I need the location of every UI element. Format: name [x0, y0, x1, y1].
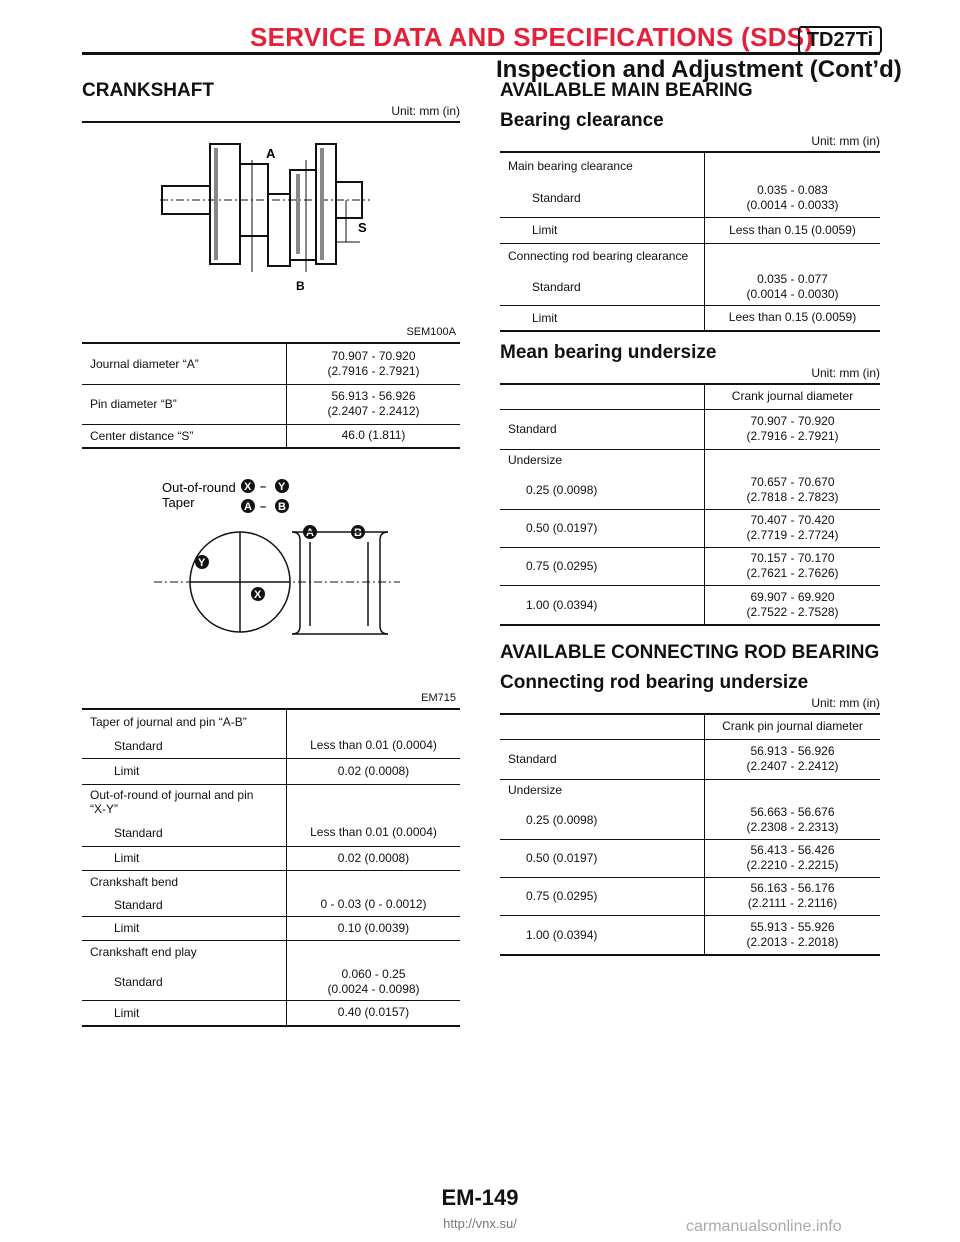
dimensions-table — [82, 344, 460, 449]
label-a: A — [266, 146, 276, 161]
table-row: Taper of journal and pin “A-B” — [82, 710, 460, 734]
table-row: Out-of-round of journal and pin “X-Y” — [82, 784, 460, 820]
table-row: Limit 0.10 (0.0039) — [82, 916, 460, 940]
table-row: Pin diameter “B” 56.913 - 56.926 (2.2407 - 2.2412) — [82, 384, 460, 424]
svg-text:B: B — [354, 527, 362, 539]
table-row: Journal diameter “A” 70.907 - 70.920 (2.7916 - 2.7921) — [82, 344, 460, 384]
table-row: Undersize — [500, 449, 880, 471]
table-row: 0.25 (0.0098) 56.663 - 56.676 (2.2308 - 2.2313) — [500, 801, 880, 839]
svg-text:Y: Y — [278, 481, 286, 493]
footer-link[interactable]: http://vnx.su/ — [443, 1216, 517, 1231]
table-row: 0.25 (0.0098) 70.657 - 70.670 (2.7818 - 2.7823) — [500, 471, 880, 509]
table-row: Center distance “S” 46.0 (1.811) — [82, 424, 460, 448]
out-of-round-figure — [150, 470, 400, 670]
bearing-clearance-unit: Unit: mm (in) — [811, 134, 880, 148]
crankshaft-heading: CRANKSHAFT — [82, 80, 214, 101]
svg-text:–: – — [260, 501, 267, 513]
page-subtitle: Inspection and Adjustment (Cont’d) — [496, 56, 902, 83]
table-row: Connecting rod bearing clearance — [500, 243, 880, 269]
mean-undersize-heading: Mean bearing undersize — [500, 342, 717, 363]
bearing-clearance-heading: Bearing clearance — [500, 110, 664, 131]
table-row: 0.50 (0.0197) 70.407 - 70.420 (2.7719 - 2.7724) — [500, 509, 880, 547]
crankshaft-rule — [82, 121, 460, 123]
table-row: Crank pin journal diameter — [500, 715, 880, 739]
table-row: Crankshaft end play — [82, 940, 460, 964]
table-row: Standard 0 - 0.03 (0 - 0.0012) — [82, 894, 460, 916]
dimension-label: Journal diameter “A” — [82, 344, 287, 384]
svg-text:A: A — [244, 501, 252, 513]
main-bearing-heading: AVAILABLE MAIN BEARING — [500, 80, 753, 101]
table-row: 0.75 (0.0295) 70.157 - 70.170 (2.7621 - 2.7626) — [500, 547, 880, 585]
bearing-clearance-table — [500, 153, 880, 332]
table-row: 1.00 (0.0394) 55.913 - 55.926 (2.2013 - 2.2018) — [500, 915, 880, 955]
svg-text:Taper: Taper — [162, 495, 195, 510]
dimension-label: Center distance “S” — [82, 424, 287, 448]
header-rule — [82, 52, 880, 55]
label-s: S — [358, 220, 367, 235]
rod-undersize-heading: Connecting rod bearing undersize — [500, 672, 809, 693]
model-badge: TD27Ti — [798, 26, 882, 54]
svg-text:Y: Y — [198, 557, 206, 569]
table-row: Limit 0.02 (0.0008) — [82, 758, 460, 784]
table-row: Standard 0.035 - 0.077 (0.0014 - 0.0030) — [500, 269, 880, 305]
svg-text:–: – — [260, 481, 267, 493]
table-row: Standard 70.907 - 70.920 (2.7916 - 2.7921) — [500, 409, 880, 449]
svg-text:B: B — [278, 501, 286, 513]
figure2-caption: EM715 — [421, 692, 456, 704]
svg-text:Out-of-round: Out-of-round — [162, 480, 236, 495]
svg-text:X: X — [244, 481, 252, 493]
rod-bearing-heading: AVAILABLE CONNECTING ROD BEARING — [500, 642, 880, 663]
table-row: Standard Less than 0.01 (0.0004) — [82, 820, 460, 846]
table-row: Limit 0.02 (0.0008) — [82, 846, 460, 870]
table-row: Limit 0.40 (0.0157) — [82, 1000, 460, 1026]
table-row: Limit Less than 0.15 (0.0059) — [500, 217, 880, 243]
table-row: Main bearing clearance — [500, 153, 880, 179]
page-number: EM-149 — [441, 1185, 519, 1210]
table-row: 0.75 (0.0295) 56.163 - 56.176 (2.2111 - 2.2116) — [500, 877, 880, 915]
table-row: Standard Less than 0.01 (0.0004) — [82, 734, 460, 758]
mean-undersize-table — [500, 385, 880, 626]
crankshaft-unit: Unit: mm (in) — [391, 104, 460, 118]
table-row: Limit Lees than 0.15 (0.0059) — [500, 305, 880, 331]
table-row: Crank journal diameter — [500, 385, 880, 409]
svg-text:A: A — [306, 527, 314, 539]
mean-undersize-unit: Unit: mm (in) — [811, 366, 880, 380]
table-row: Standard 0.035 - 0.083 (0.0014 - 0.0033) — [500, 179, 880, 217]
table-row: 1.00 (0.0394) 69.907 - 69.920 (2.7522 - 2.7528) — [500, 585, 880, 625]
label-b: B — [296, 279, 305, 293]
section-title: SERVICE DATA AND SPECIFICATIONS (SDS) — [250, 22, 814, 52]
table-row: 0.50 (0.0197) 56.413 - 56.426 (2.2210 - 2.2215) — [500, 839, 880, 877]
watermark: carmanualsonline.info — [686, 1218, 842, 1235]
table-row: Standard 0.060 - 0.25 (0.0024 - 0.0098) — [82, 964, 460, 1000]
svg-text:X: X — [254, 589, 262, 601]
rod-undersize-unit: Unit: mm (in) — [811, 696, 880, 710]
table-row: Standard 56.913 - 56.926 (2.2407 - 2.2412) — [500, 739, 880, 779]
figure1-caption: SEM100A — [406, 326, 456, 338]
table-row: Crankshaft bend — [82, 870, 460, 894]
rod-undersize-table — [500, 715, 880, 956]
table-row: Undersize — [500, 779, 880, 801]
checks-table — [82, 710, 460, 1027]
crankshaft-figure — [150, 134, 380, 294]
dimension-label: Pin diameter “B” — [82, 384, 287, 424]
